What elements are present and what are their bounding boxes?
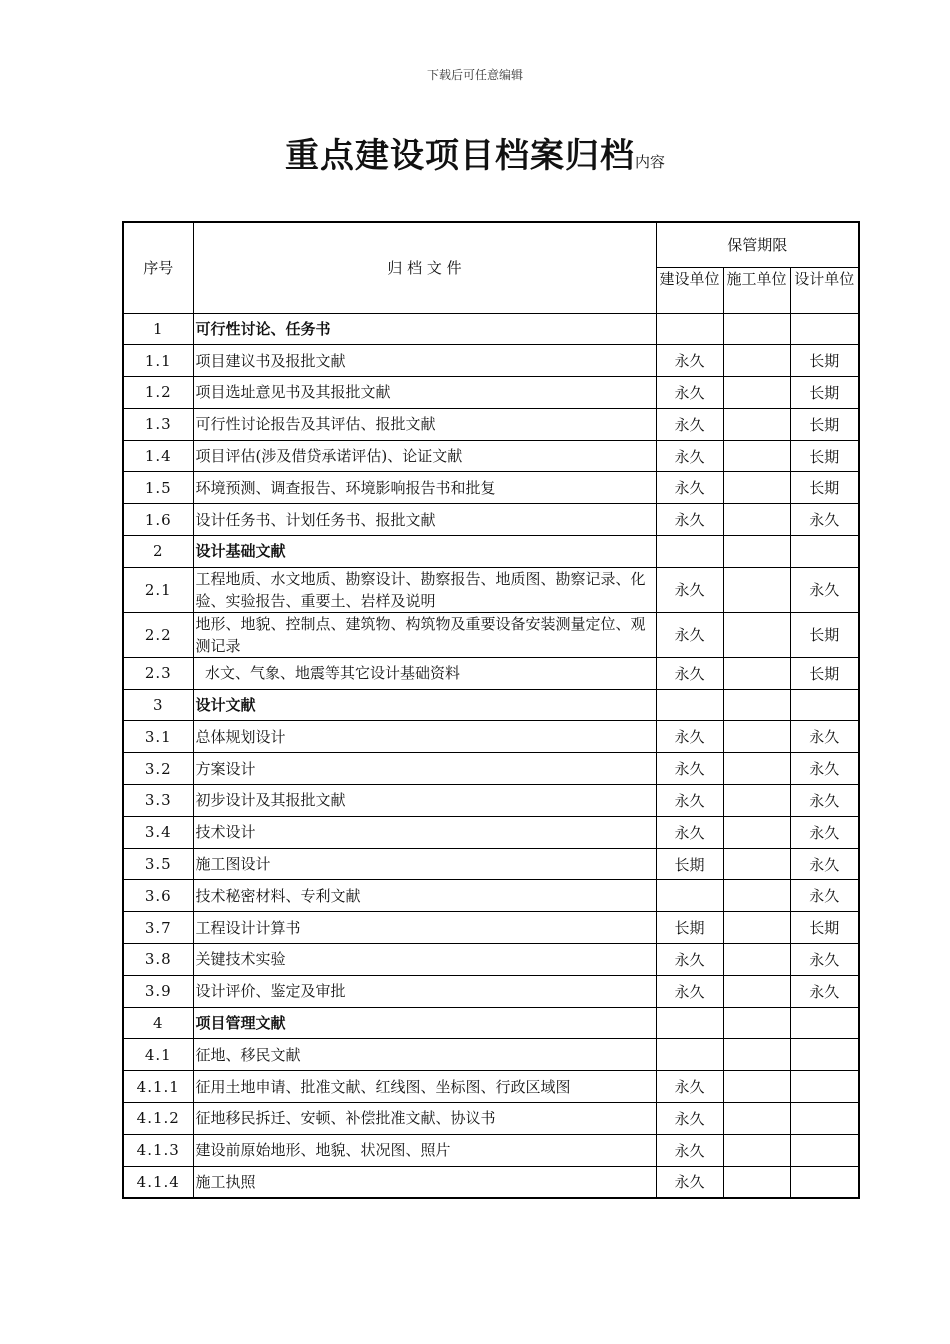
- row-construction-unit: 永久: [656, 345, 723, 377]
- row-document: 建设前原始地形、地貌、状况图、照片: [193, 1134, 656, 1166]
- row-document: 环境预测、调查报告、环境影响报告书和批复: [193, 472, 656, 504]
- row-document: 设计基础文献: [193, 536, 656, 568]
- table-row: [123, 753, 859, 785]
- row-construction-unit: 长期: [656, 912, 723, 944]
- row-document: 设计文献: [193, 689, 656, 721]
- row-serial-no: 4.1.3: [123, 1134, 193, 1166]
- row-document: 征用土地申请、批准文献、红线图、坐标图、行政区域图: [193, 1071, 656, 1103]
- section-row: [123, 1007, 859, 1039]
- row-document: 技术设计: [193, 816, 656, 848]
- row-serial-no: 2.1: [123, 567, 193, 612]
- row-document: 项目管理文献: [193, 1007, 656, 1039]
- table-row: [123, 657, 859, 689]
- row-design-unit: 永久: [790, 567, 859, 612]
- row-serial-no: 1.6: [123, 504, 193, 536]
- row-design-unit: 永久: [790, 975, 859, 1007]
- row-builder-unit: [723, 816, 790, 848]
- row-design-unit: 永久: [790, 753, 859, 785]
- row-design-unit: 长期: [790, 440, 859, 472]
- table-row: [123, 612, 859, 657]
- row-builder-unit: [723, 472, 790, 504]
- row-serial-no: 3.6: [123, 880, 193, 912]
- row-builder-unit: [723, 721, 790, 753]
- row-builder-unit: [723, 504, 790, 536]
- row-construction-unit: 永久: [656, 567, 723, 612]
- row-serial-no: 4.1.1: [123, 1071, 193, 1103]
- row-design-unit: [790, 1103, 859, 1135]
- row-document: 总体规划设计: [193, 721, 656, 753]
- table-body: [123, 313, 859, 1198]
- row-builder-unit: [723, 612, 790, 657]
- row-design-unit: 永久: [790, 848, 859, 880]
- row-serial-no: 3.4: [123, 816, 193, 848]
- row-serial-no: 1.2: [123, 377, 193, 409]
- archive-table: [122, 221, 860, 1199]
- row-document: 地形、地貌、控制点、建筑物、构筑物及重要设备安装测量定位、观测记录: [193, 612, 656, 657]
- table-row: [123, 912, 859, 944]
- row-builder-unit: [723, 848, 790, 880]
- row-construction-unit: 永久: [656, 1166, 723, 1198]
- table-row: [123, 944, 859, 976]
- table-row: [123, 408, 859, 440]
- row-serial-no: 3.3: [123, 785, 193, 817]
- row-document: 可行性讨论、任务书: [193, 313, 656, 345]
- row-design-unit: 长期: [790, 472, 859, 504]
- table-row: [123, 816, 859, 848]
- row-design-unit: 永久: [790, 785, 859, 817]
- table-row: [123, 440, 859, 472]
- row-document: 关键技术实验: [193, 944, 656, 976]
- row-design-unit: 长期: [790, 345, 859, 377]
- row-serial-no: 2: [123, 536, 193, 568]
- row-document: 项目建议书及报批文献: [193, 345, 656, 377]
- row-design-unit: 长期: [790, 657, 859, 689]
- row-builder-unit: [723, 912, 790, 944]
- row-serial-no: 3.7: [123, 912, 193, 944]
- row-design-unit: 永久: [790, 504, 859, 536]
- row-serial-no: 4.1: [123, 1039, 193, 1071]
- row-serial-no: 3.5: [123, 848, 193, 880]
- row-construction-unit: 永久: [656, 440, 723, 472]
- row-document: 技术秘密材料、专利文献: [193, 880, 656, 912]
- row-construction-unit: 永久: [656, 504, 723, 536]
- table-row: [123, 785, 859, 817]
- row-document: 征地移民拆迁、安顿、补偿批准文献、协议书: [193, 1103, 656, 1135]
- row-construction-unit: 永久: [656, 1071, 723, 1103]
- row-construction-unit: 永久: [656, 975, 723, 1007]
- row-builder-unit: [723, 1071, 790, 1103]
- row-design-unit: [790, 1071, 859, 1103]
- table-row: [123, 1071, 859, 1103]
- row-builder-unit: [723, 536, 790, 568]
- row-serial-no: 4.1.2: [123, 1103, 193, 1135]
- row-document: 施工执照: [193, 1166, 656, 1198]
- title-main: 重点建设项目档案归档: [284, 136, 635, 176]
- row-serial-no: 1.5: [123, 472, 193, 504]
- row-construction-unit: 永久: [656, 612, 723, 657]
- row-serial-no: 3.1: [123, 721, 193, 753]
- row-builder-unit: [723, 785, 790, 817]
- table-row: [123, 345, 859, 377]
- row-construction-unit: 永久: [656, 753, 723, 785]
- row-builder-unit: [723, 1007, 790, 1039]
- table-row: [123, 1103, 859, 1135]
- row-construction-unit: 永久: [656, 1134, 723, 1166]
- row-construction-unit: 永久: [656, 944, 723, 976]
- table-row: [123, 848, 859, 880]
- row-builder-unit: [723, 567, 790, 612]
- row-builder-unit: [723, 944, 790, 976]
- row-document: 方案设计: [193, 753, 656, 785]
- section-row: [123, 536, 859, 568]
- row-builder-unit: [723, 880, 790, 912]
- row-design-unit: 长期: [790, 612, 859, 657]
- row-design-unit: 长期: [790, 408, 859, 440]
- row-construction-unit: [656, 313, 723, 345]
- row-document: 工程地质、水文地质、勘察设计、勘察报告、地质图、勘察记录、化验、实验报告、重要土、岩样及说明: [193, 567, 656, 612]
- row-design-unit: 长期: [790, 377, 859, 409]
- row-serial-no: 3.2: [123, 753, 193, 785]
- row-document: 可行性讨论报告及其评估、报批文献: [193, 408, 656, 440]
- row-serial-no: 1.1: [123, 345, 193, 377]
- header-archive-docs: 归 档 文 件: [193, 222, 656, 313]
- row-document: 初步设计及其报批文献: [193, 785, 656, 817]
- row-construction-unit: 永久: [656, 408, 723, 440]
- row-design-unit: 永久: [790, 880, 859, 912]
- table-row: [123, 975, 859, 1007]
- row-construction-unit: 永久: [656, 785, 723, 817]
- row-builder-unit: [723, 345, 790, 377]
- row-document: 设计评价、鉴定及审批: [193, 975, 656, 1007]
- table-row: [123, 377, 859, 409]
- row-serial-no: 2.3: [123, 657, 193, 689]
- row-construction-unit: [656, 880, 723, 912]
- section-row: [123, 313, 859, 345]
- header-design-unit: 设计单位: [790, 267, 859, 313]
- row-document: 施工图设计: [193, 848, 656, 880]
- row-serial-no: 1.4: [123, 440, 193, 472]
- header-builder-unit: 施工单位: [723, 267, 790, 313]
- row-construction-unit: 永久: [656, 657, 723, 689]
- row-builder-unit: [723, 1103, 790, 1135]
- row-construction-unit: 永久: [656, 472, 723, 504]
- row-construction-unit: [656, 689, 723, 721]
- table-row: [123, 1166, 859, 1198]
- row-document: 工程设计计算书: [193, 912, 656, 944]
- row-serial-no: 3.9: [123, 975, 193, 1007]
- table-row: [123, 880, 859, 912]
- row-builder-unit: [723, 1039, 790, 1071]
- row-construction-unit: [656, 1039, 723, 1071]
- row-design-unit: [790, 1166, 859, 1198]
- row-builder-unit: [723, 975, 790, 1007]
- row-construction-unit: 永久: [656, 377, 723, 409]
- section-row: [123, 689, 859, 721]
- row-construction-unit: 永久: [656, 1103, 723, 1135]
- row-serial-no: 1.3: [123, 408, 193, 440]
- row-builder-unit: [723, 377, 790, 409]
- row-design-unit: [790, 536, 859, 568]
- row-construction-unit: 永久: [656, 721, 723, 753]
- row-serial-no: 3: [123, 689, 193, 721]
- row-builder-unit: [723, 1166, 790, 1198]
- row-construction-unit: 永久: [656, 816, 723, 848]
- header-serial-no: 序号: [123, 222, 193, 313]
- row-design-unit: 永久: [790, 816, 859, 848]
- row-design-unit: [790, 1134, 859, 1166]
- row-serial-no: 4: [123, 1007, 193, 1039]
- page-title: [0, 128, 950, 177]
- row-serial-no: 4.1.4: [123, 1166, 193, 1198]
- row-construction-unit: [656, 1007, 723, 1039]
- header-note: 下载后可任意编辑: [426, 68, 523, 82]
- row-design-unit: [790, 1007, 859, 1039]
- table-row: [123, 567, 859, 612]
- row-builder-unit: [723, 689, 790, 721]
- row-design-unit: [790, 1039, 859, 1071]
- row-builder-unit: [723, 440, 790, 472]
- row-serial-no: 1: [123, 313, 193, 345]
- row-design-unit: [790, 689, 859, 721]
- header-retention-period: 保管期限: [656, 222, 859, 267]
- row-document: 设计任务书、计划任务书、报批文献: [193, 504, 656, 536]
- row-design-unit: 永久: [790, 721, 859, 753]
- table-row: [123, 721, 859, 753]
- row-document: 项目选址意见书及其报批文献: [193, 377, 656, 409]
- header-construction-unit: 建设单位: [656, 267, 723, 313]
- row-builder-unit: [723, 408, 790, 440]
- row-document: 水文、气象、地震等其它设计基础资料: [193, 657, 656, 689]
- row-serial-no: 3.8: [123, 944, 193, 976]
- row-builder-unit: [723, 313, 790, 345]
- row-construction-unit: [656, 536, 723, 568]
- row-builder-unit: [723, 657, 790, 689]
- table-row: [123, 472, 859, 504]
- row-builder-unit: [723, 753, 790, 785]
- title-suffix: 内容: [634, 153, 665, 171]
- table-row: [123, 504, 859, 536]
- row-builder-unit: [723, 1134, 790, 1166]
- row-design-unit: 永久: [790, 944, 859, 976]
- row-construction-unit: 长期: [656, 848, 723, 880]
- row-design-unit: 长期: [790, 912, 859, 944]
- row-design-unit: [790, 313, 859, 345]
- table-row: [123, 1134, 859, 1166]
- row-document: 项目评估(涉及借贷承诺评估)、论证文献: [193, 440, 656, 472]
- row-serial-no: 2.2: [123, 612, 193, 657]
- row-document: 征地、移民文献: [193, 1039, 656, 1071]
- table-row: [123, 1039, 859, 1071]
